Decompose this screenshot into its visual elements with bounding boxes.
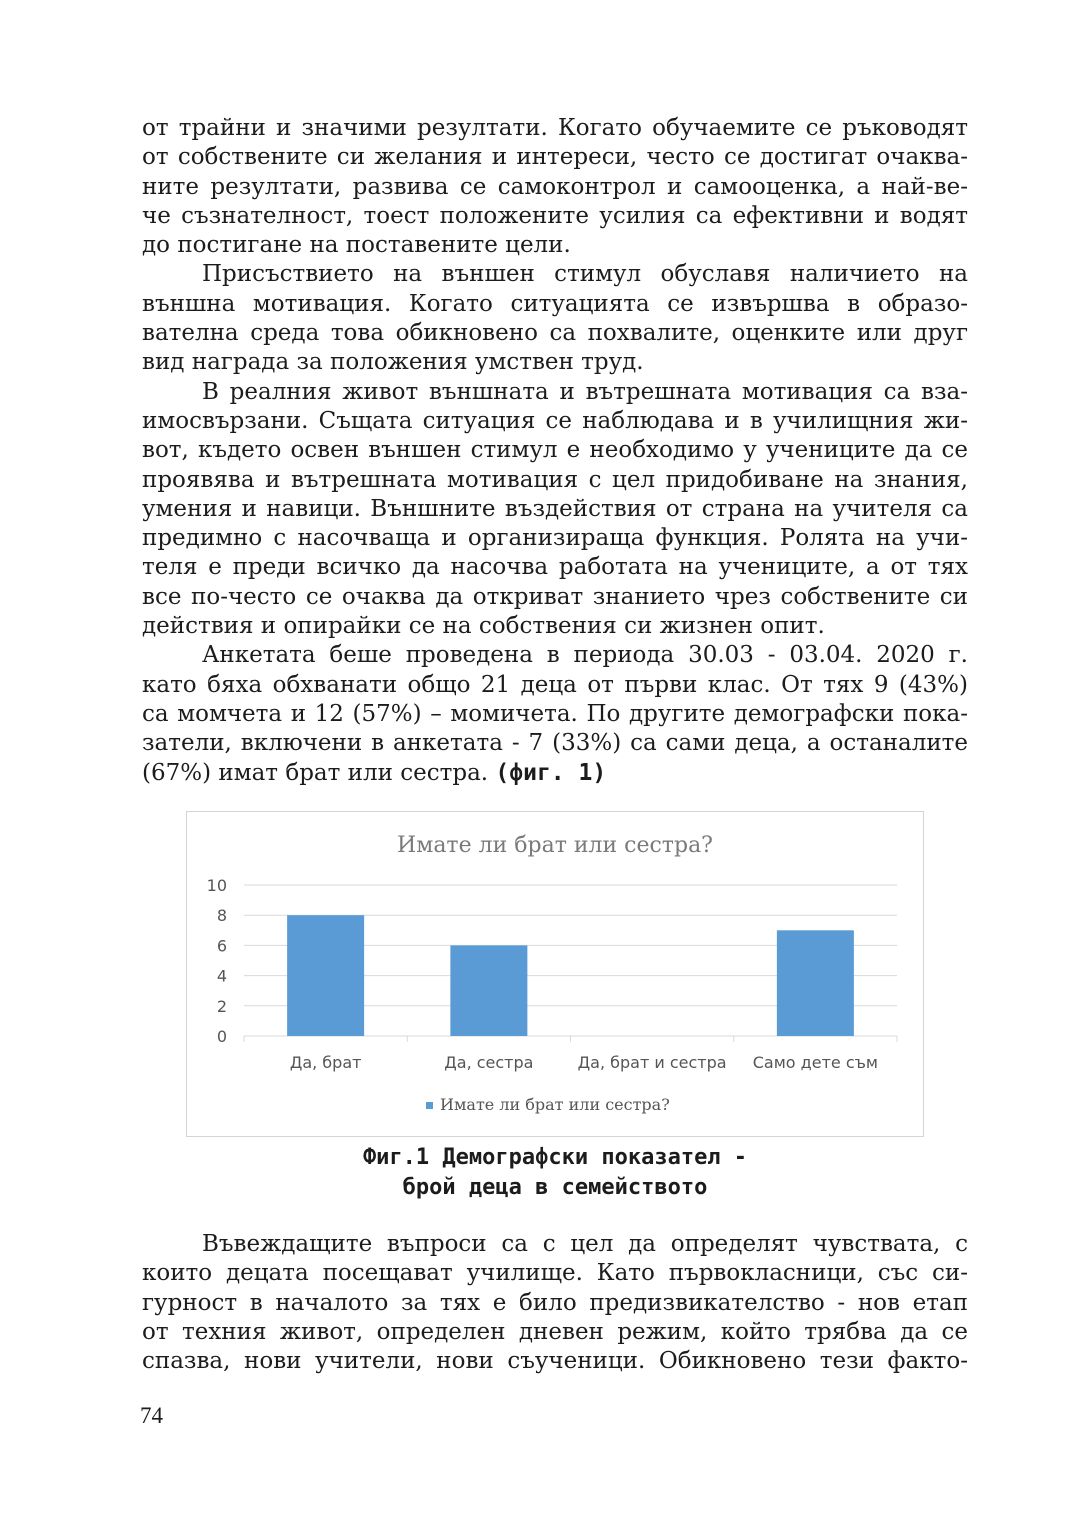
text-line: теля е преди всичко да насочва работата на учениците, а от тях <box>142 554 968 581</box>
figure-caption-line: брой деца в семейството <box>402 1175 708 1200</box>
text-line: затели, включени в анкетата - 7 (33%) са сами деца, а останалите <box>142 730 968 757</box>
text-line: от собствените си желания и интереси, често се достигат очаква- <box>142 144 968 171</box>
text-line: действия и опирайки се на собствения си жизнен опит. <box>142 613 825 640</box>
x-category-label: Да, брат и сестра <box>577 1053 727 1072</box>
figure-caption-line: Фиг.1 Демографски показател - <box>362 1145 748 1170</box>
text-line <box>142 759 968 788</box>
text-line: вот, където освен външен стимул е необходимо у учениците да се <box>142 437 968 464</box>
text-line: че съзнателност, тоест положените усилия са ефективни и водят <box>142 202 968 229</box>
text-line: все по-често се очаква да откриват знанието чрез собствените си <box>142 583 968 610</box>
text-line: Анкетата беше проведена в периода 30.03 - 03.04. 2020 г. <box>202 642 968 669</box>
chart-container <box>186 811 924 1137</box>
body-text-bottom <box>142 1230 968 1376</box>
chart-title: Имате ли брат или сестра? <box>397 833 713 858</box>
y-tick-label: 8 <box>216 906 227 926</box>
text-line-content: (67%) имат брат или сестра. <box>142 759 489 786</box>
text-line: вид награда за положения умствен труд. <box>142 349 644 376</box>
figure-caption <box>142 1143 968 1203</box>
bar <box>777 930 854 1036</box>
legend-swatch <box>426 1102 433 1109</box>
text-line: проявява и вътрешната мотивация с цел придобиване на знания, <box>142 466 968 493</box>
text-line: В реалния живот външната и вътрешната мотивация са вза- <box>202 378 968 405</box>
text-line: като бяха обхванати общо 21 деца от първи клас. От тях 9 (43%) <box>142 671 968 698</box>
bar <box>287 915 364 1036</box>
y-tick-label: 4 <box>216 966 227 986</box>
text-line: до постигане на поставените цели. <box>142 232 571 259</box>
body-text-top <box>142 114 968 788</box>
y-tick-label: 0 <box>216 1027 227 1046</box>
text-line: от трайни и значими резултати. Когато обучаемите се ръководят <box>142 115 968 141</box>
legend-label: Имате ли брат или сестра? <box>440 1095 670 1114</box>
y-tick-label: 6 <box>216 936 227 956</box>
text-line: Присъствието на външен стимул обуславя наличието на <box>202 261 968 288</box>
text-line: Въвеждащите въпроси са с цел да определят чувствата, с <box>202 1231 968 1257</box>
page-number: 74 <box>140 1403 163 1428</box>
text-line: спазва, нови учители, нови съученици. Обикновено тези факто- <box>142 1348 968 1375</box>
text-line: вателна среда това обикновено са похвалите, оценките или друг <box>142 320 968 347</box>
text-line: от техния живот, определен дневен режим, който трябва да се <box>142 1318 968 1345</box>
text-line: предимно с насочваща и организираща функция. Ролята на учи- <box>142 525 968 552</box>
text-line: са момчета и 12 (57%) – момичета. По другите демографски пока- <box>142 700 968 727</box>
text-line: ните резултати, развива се самоконтрол и самооценка, а най-ве- <box>142 173 968 200</box>
text-line: умения и навици. Външните въздействия от страна на учителя са <box>142 495 968 522</box>
text-line: гурност в началото за тях е било предизвикателство - нов етап <box>142 1289 968 1316</box>
text-line: които децата посещават училище. Като първокласници, със си- <box>142 1260 968 1287</box>
figure-reference: (фиг. 1) <box>495 759 607 786</box>
x-category-label: Само дете съм <box>752 1053 878 1072</box>
x-category-label: Да, брат <box>289 1053 362 1072</box>
y-tick-label: 2 <box>216 996 227 1016</box>
x-category-label: Да, сестра <box>444 1053 534 1072</box>
bar <box>450 945 527 1036</box>
bar-chart <box>187 812 923 1136</box>
text-line: имосвързани. Същата ситуация се наблюдава и в училищния жи- <box>142 407 968 434</box>
y-tick-label: 10 <box>206 876 227 895</box>
text-line: външна мотивация. Когато ситуацията се извършва в образо- <box>142 290 968 317</box>
